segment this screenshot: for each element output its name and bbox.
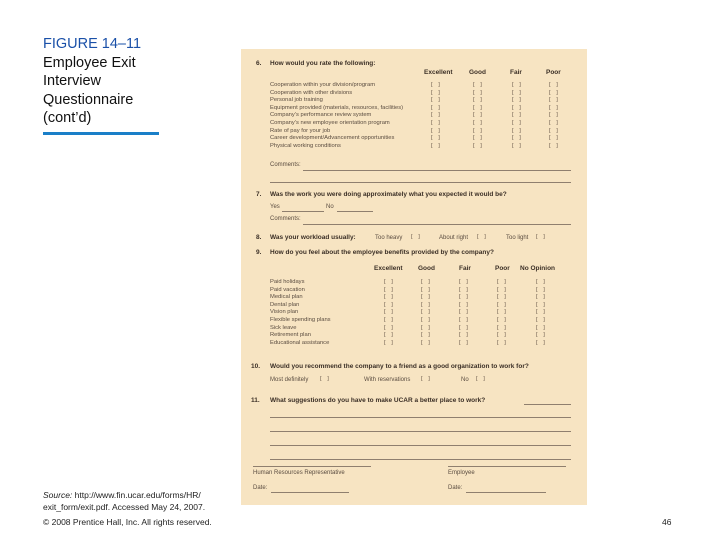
- checkbox: [ ]: [473, 127, 484, 134]
- q6-item: Cooperation within your division/program: [270, 82, 376, 88]
- figure-title: [43, 35, 203, 128]
- q6-item: Personal job training: [270, 97, 323, 104]
- checkbox: [ ]: [497, 332, 508, 339]
- q10-option-no: No: [461, 377, 469, 383]
- checkbox: [ ]: [421, 339, 432, 346]
- q10-option-most-definitely: Most definitely: [270, 377, 309, 383]
- q9-item: Sick leave: [270, 324, 297, 331]
- questionnaire-form: [241, 49, 587, 505]
- q7-text: Was the work you were doing approximately what you expected it would be?: [270, 191, 507, 198]
- q11-text: What suggestions do you have to make UCAR a better place to work?: [270, 397, 486, 404]
- checkbox: [ ]: [421, 309, 432, 316]
- hr-signature-line: [253, 466, 371, 467]
- checkbox: [ ]: [536, 324, 547, 331]
- q9-col-poor: Poor: [495, 265, 510, 272]
- checkbox: [ ]: [536, 339, 547, 346]
- checkbox: [ ]: [497, 316, 508, 323]
- checkbox: [ ]: [497, 339, 508, 346]
- source-url-part-1: http://www.fin.ucar.edu/forms/HR/: [72, 490, 201, 500]
- q9-item: Flexible spending plans: [270, 316, 331, 323]
- q9-number: 9.: [256, 249, 262, 256]
- checkbox: [ ]: [421, 332, 432, 339]
- q7-yes-label: Yes: [270, 204, 280, 210]
- checkbox: [ ]: [384, 309, 395, 316]
- q7-yes-line: [282, 211, 324, 212]
- checkbox: [ ]: [320, 376, 331, 382]
- q6-item: Cooperation with other divisions: [270, 89, 353, 96]
- q6-item: Career development/Advancement opportunities: [270, 135, 395, 142]
- q6-poor-boxes: [549, 82, 560, 150]
- checkbox: [ ]: [497, 294, 508, 301]
- q6-good-boxes: [473, 82, 484, 150]
- checkbox: [ ]: [476, 376, 487, 382]
- checkbox: [ ]: [549, 119, 560, 126]
- q9-fair-boxes: [459, 279, 470, 347]
- source-citation: [43, 489, 205, 513]
- checkbox: [ ]: [536, 279, 547, 285]
- q8-number: 8.: [256, 234, 262, 241]
- q6-item: Physical working conditions: [270, 142, 341, 149]
- checkbox: [ ]: [431, 89, 442, 96]
- q10-number: 10.: [251, 363, 261, 370]
- checkbox: [ ]: [459, 294, 470, 301]
- q11-answer-line: [270, 417, 571, 418]
- checkbox: [ ]: [512, 119, 523, 126]
- checkbox: [ ]: [512, 89, 523, 96]
- checkbox: [ ]: [459, 316, 470, 323]
- q9-item: Paid holidays: [270, 279, 305, 285]
- q6-comments-line-2: [270, 182, 571, 183]
- checkbox: [ ]: [459, 301, 470, 308]
- checkbox: [ ]: [431, 112, 442, 119]
- checkbox: [ ]: [459, 309, 470, 316]
- checkbox: [ ]: [459, 332, 470, 339]
- q10-text: Would you recommend the company to a friend as a good organization to work for?: [270, 363, 529, 370]
- checkbox: [ ]: [411, 234, 422, 240]
- checkbox: [ ]: [497, 301, 508, 308]
- source-url-part-2: exit_form/exit.pdf. Accessed May 24, 2007.: [43, 502, 206, 512]
- q11-answer-line: [270, 445, 571, 446]
- hr-rep-label: Human Resources Representative: [253, 470, 345, 476]
- checkbox: [ ]: [549, 112, 560, 119]
- checkbox: [ ]: [384, 301, 395, 308]
- q6-item: Company’s new employee orientation program: [270, 119, 390, 126]
- figure-title-line-4: (cont’d): [43, 110, 92, 126]
- figure-title-line-2: Interview: [43, 73, 102, 89]
- figure-title-line-1: Employee Exit: [43, 54, 136, 71]
- checkbox: [ ]: [473, 112, 484, 119]
- checkbox: [ ]: [512, 112, 523, 119]
- checkbox: [ ]: [421, 376, 432, 382]
- checkbox: [ ]: [431, 135, 442, 142]
- hr-date-line: [271, 492, 349, 493]
- q6-excellent-boxes: [431, 82, 442, 150]
- checkbox: [ ]: [421, 301, 432, 308]
- q9-no-opinion-boxes: [536, 279, 547, 347]
- checkbox: [ ]: [536, 294, 547, 301]
- q8-option-too-light: Too light: [506, 235, 529, 241]
- q9-poor-boxes: [497, 279, 508, 347]
- q9-item: Retirement plan: [270, 332, 311, 339]
- q6-comments-line: [303, 170, 571, 171]
- hr-date-label: Date:: [253, 485, 268, 491]
- q7-comments-line: [303, 224, 571, 225]
- checkbox: [ ]: [512, 135, 523, 142]
- checkbox: [ ]: [473, 119, 484, 126]
- q9-text: How do you feel about the employee benefits provided by the company?: [270, 249, 494, 256]
- q11-answer-line: [270, 431, 571, 432]
- checkbox: [ ]: [549, 82, 560, 88]
- checkbox: [ ]: [384, 316, 395, 323]
- checkbox: [ ]: [421, 279, 432, 285]
- q6-fair-boxes: [512, 82, 523, 150]
- q7-number: 7.: [256, 191, 262, 198]
- checkbox: [ ]: [512, 142, 523, 149]
- checkbox: [ ]: [512, 104, 523, 111]
- q7-comments-label: Comments:: [270, 216, 301, 222]
- employee-date-line: [466, 492, 546, 493]
- checkbox: [ ]: [549, 127, 560, 134]
- figure-title-line-3: Questionnaire: [43, 91, 134, 108]
- checkbox: [ ]: [549, 104, 560, 111]
- q6-item-list: [270, 82, 403, 150]
- checkbox: [ ]: [473, 104, 484, 111]
- employee-signature-line: [448, 466, 566, 467]
- checkbox: [ ]: [384, 324, 395, 331]
- checkbox: [ ]: [536, 234, 547, 240]
- q7-no-line: [337, 211, 373, 212]
- q11-number: 11.: [251, 397, 260, 404]
- q11-answer-line: [524, 404, 571, 405]
- checkbox: [ ]: [421, 316, 432, 323]
- checkbox: [ ]: [512, 127, 523, 134]
- q6-col-poor: Poor: [546, 69, 561, 76]
- q9-item: Educational assistance: [270, 339, 330, 346]
- checkbox: [ ]: [497, 324, 508, 331]
- checkbox: [ ]: [536, 301, 547, 308]
- checkbox: [ ]: [536, 316, 547, 323]
- q8-text: Was your workload usually:: [270, 234, 356, 241]
- q9-col-excellent: Excellent: [374, 265, 403, 272]
- checkbox: [ ]: [473, 82, 484, 88]
- figure-label: FIGURE 14–11: [43, 36, 142, 52]
- q9-col-fair: Fair: [459, 265, 471, 272]
- checkbox: [ ]: [473, 97, 484, 104]
- title-underline: [43, 132, 159, 135]
- checkbox: [ ]: [459, 324, 470, 331]
- checkbox: [ ]: [431, 127, 442, 134]
- checkbox: [ ]: [497, 286, 508, 293]
- checkbox: [ ]: [536, 309, 547, 316]
- checkbox: [ ]: [473, 135, 484, 142]
- checkbox: [ ]: [549, 89, 560, 96]
- checkbox: [ ]: [431, 97, 442, 104]
- checkbox: [ ]: [431, 119, 442, 126]
- checkbox: [ ]: [512, 82, 523, 88]
- checkbox: [ ]: [384, 286, 395, 293]
- checkbox: [ ]: [536, 286, 547, 293]
- checkbox: [ ]: [549, 97, 560, 104]
- checkbox: [ ]: [431, 82, 442, 88]
- q6-col-excellent: Excellent: [424, 69, 453, 76]
- q6-comments-label: Comments:: [270, 162, 301, 168]
- employee-date-label: Date:: [448, 485, 463, 491]
- checkbox: [ ]: [431, 104, 442, 111]
- page-number: 46: [662, 517, 672, 527]
- q9-excellent-boxes: [384, 279, 395, 347]
- checkbox: [ ]: [459, 279, 470, 285]
- q6-item: Equipment provided (materials, resources, facilities): [270, 104, 404, 111]
- checkbox: [ ]: [384, 339, 395, 346]
- employee-label: Employee: [448, 470, 475, 476]
- q9-item: Dental plan: [270, 301, 300, 308]
- q6-col-fair: Fair: [510, 69, 522, 76]
- checkbox: [ ]: [421, 324, 432, 331]
- q9-item: Paid vacation: [270, 286, 305, 293]
- checkbox: [ ]: [384, 332, 395, 339]
- q9-item: Vision plan: [270, 309, 299, 316]
- checkbox: [ ]: [384, 294, 395, 301]
- checkbox: [ ]: [421, 294, 432, 301]
- q6-number: 6.: [256, 60, 262, 67]
- checkbox: [ ]: [512, 97, 523, 104]
- q9-col-no-opinion: No Opinion: [520, 265, 556, 272]
- q10-option-with-reservations: With reservations: [364, 377, 411, 383]
- checkbox: [ ]: [459, 286, 470, 293]
- checkbox: [ ]: [431, 142, 442, 149]
- q6-item: Rate of pay for your job: [270, 127, 331, 134]
- checkbox: [ ]: [497, 279, 508, 285]
- q9-col-good: Good: [418, 265, 435, 272]
- checkbox: [ ]: [384, 279, 395, 285]
- source-label: Source:: [43, 490, 73, 500]
- checkbox: [ ]: [549, 142, 560, 149]
- checkbox: [ ]: [549, 135, 560, 142]
- q6-col-good: Good: [469, 69, 486, 76]
- checkbox: [ ]: [421, 286, 432, 293]
- q9-item: Medical plan: [270, 294, 303, 301]
- q11-answer-line: [270, 459, 571, 460]
- q6-item: Company’s performance review system: [270, 112, 372, 119]
- q8-option-about-right: About right: [439, 235, 469, 241]
- copyright-notice: © 2008 Prentice Hall, Inc. All rights reserved.: [43, 517, 212, 527]
- checkbox: [ ]: [497, 309, 508, 316]
- checkbox: [ ]: [459, 339, 470, 346]
- checkbox: [ ]: [536, 332, 547, 339]
- checkbox: [ ]: [473, 142, 484, 149]
- q9-item-list: [270, 279, 331, 347]
- checkbox: [ ]: [477, 234, 488, 240]
- q8-option-too-heavy: Too heavy: [375, 235, 403, 241]
- q7-no-label: No: [326, 204, 334, 210]
- q6-text: How would you rate the following:: [270, 60, 376, 67]
- checkbox: [ ]: [473, 89, 484, 96]
- q9-good-boxes: [421, 279, 432, 347]
